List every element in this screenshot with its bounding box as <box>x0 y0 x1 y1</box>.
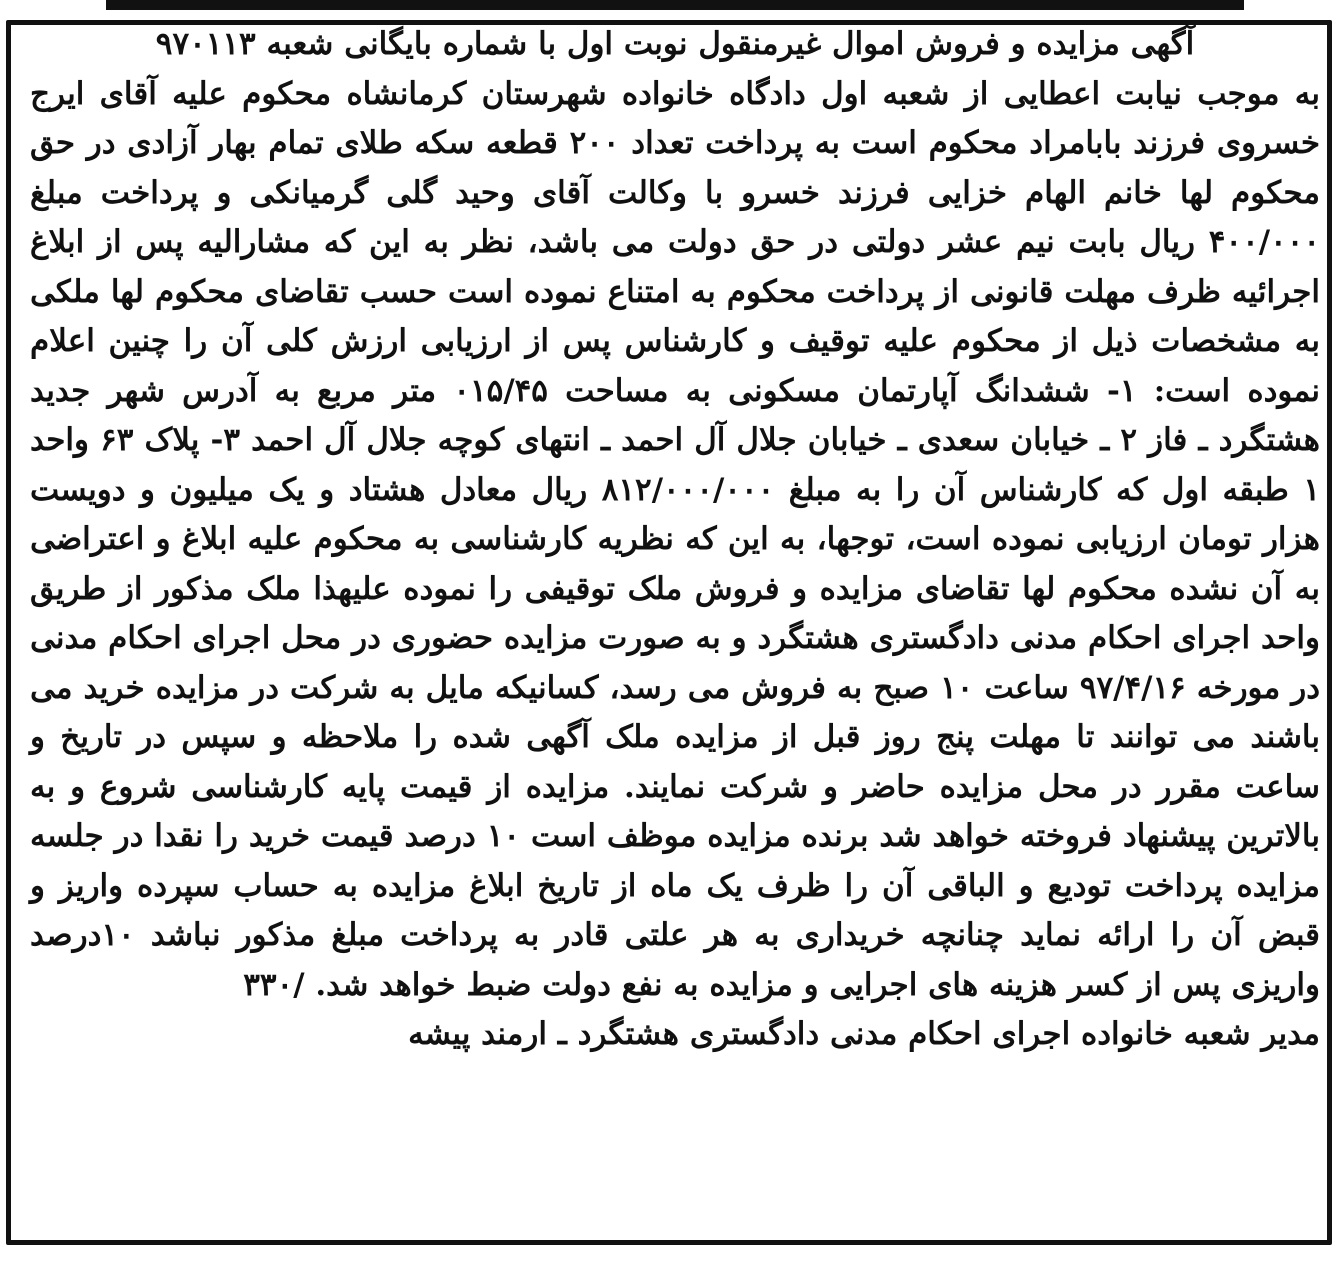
auction-notice <box>30 20 1320 1060</box>
notice-signature: مدیر شعبه خانواده اجرای احکام مدنی دادگستری هشتگرد ـ ارمند پیشه <box>408 1016 1320 1052</box>
notice-body: به موجب نیابت اعطایی از شعبه اول دادگاه خانواده شهرستان کرمانشاه محکوم علیه آقای ایرج خسروی فرزند بابامراد محکوم است به پرداخت تعداد ۲۰۰ قطعه سکه طلای تمام بهار آزادی در حق محکوم لها خانم الهام خزایی فرزند خسرو با وکالت آقای وحید گلی گرمیانکی و پرداخت مبلغ ۴۰۰/۰۰۰ ریال بابت نیم عشر دولتی در حق دولت می باشد، نظر به این که مشارالیه پس از ابلاغ اجرائیه ظرف مهلت قانونی از پرداخت محکوم به امتناع نموده است حسب تقاضای محکوم لها ملکی به مشخصات ذیل از محکوم علیه توقیف و کارشناس پس از ارزیابی ارزش کلی آن را چنین اعلام نموده است: ۱- ششدانگ آپارتمان مسکونی به مساحت ۰۱۵/۴۵ متر مربع به آدرس شهر جدید هشتگرد ـ فاز ۲ ـ خیابان سعدی ـ خیابان جلال آل احمد ـ انتهای کوچه جلال آل احمد ۳- پلاک ۶۳ واحد ۱ طبقه اول که کارشناس آن را به مبلغ ۸۱۲/۰۰۰/۰۰۰ ریال معادل هشتاد و یک میلیون و دویست هزار تومان ارزیابی نموده است، توجها، به این که نظریه کارشناسی به محکوم علیه ابلاغ و اعتراضی به آن نشده محکوم لها تقاضای مزایده و فروش ملک توقیفی را نموده علیهذا ملک مذکور از طریق واحد اجرای احکام مدنی دادگستری هشتگرد و به صورت مزایده حضوری در محل اجرای احکام مدنی در مورخه ۹۷/۴/۱۶ ساعت ۱۰ صبح به فروش می رسد، کسانیکه مایل به شرکت در مزایده خرید می باشند می توانند تا مهلت پنج روز قبل از مزایده ملک آگهی شده را ملاحظه و سپس در تاریخ و ساعت مقرر در محل مزایده حاضر و شرکت نمایند. مزایده از قیمت پایه کارشناسی شروع و به بالاترین پیشنهاد فروخته خواهد شد برنده مزایده موظف است ۱۰ درصد قیمت خرید را نقدا در جلسه مزایده پرداخت تودیع و الباقی آن را ظرف یک ماه از تاریخ ابلاغ مزایده به حساب سپرده واریز و قبض آن را ارائه نماید چنانچه خریداری به هر علتی قادر به پرداخت مبلغ مذکور نباشد ۱۰درصد واریزی پس از کسر هزینه های اجرایی و مزایده به نفع دولت ضبط خواهد شد. /۳۳۰ <box>30 75 1321 1003</box>
notice-title: آگهی مزایده و فروش اموال غیرمنقول نوبت اول با شماره بایگانی شعبه ۹۷۰۱۱۳ <box>155 26 1195 62</box>
top-divider-bar <box>106 0 1244 10</box>
